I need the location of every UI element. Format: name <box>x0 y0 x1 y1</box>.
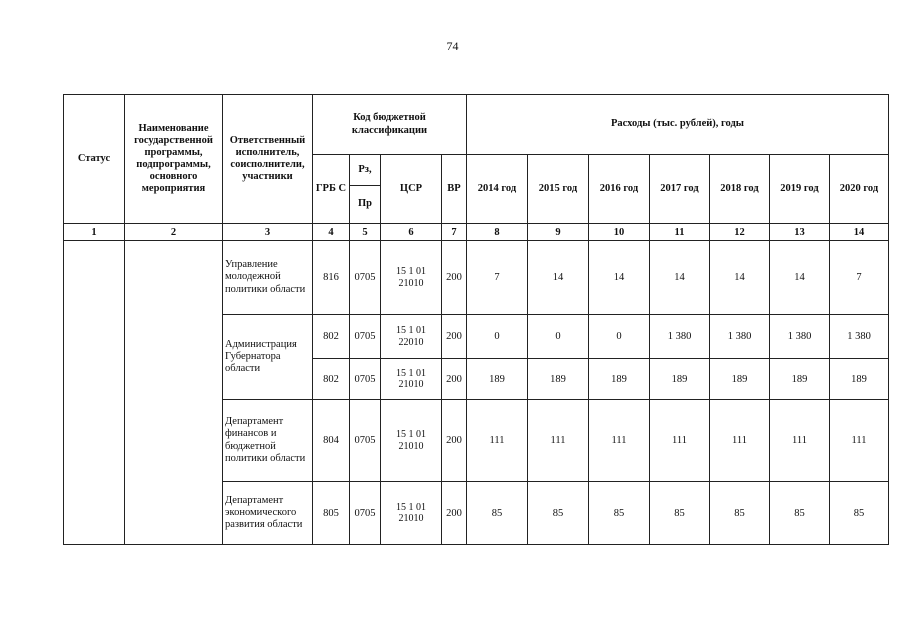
column-number: 5 <box>350 224 381 241</box>
vr-cell: 200 <box>442 315 467 359</box>
value-cell: 1 380 <box>830 315 889 359</box>
executor-cell: Администрация Губернатора области <box>223 315 313 400</box>
value-cell: 189 <box>589 359 650 400</box>
csr-cell: 15 1 01 22010 <box>381 315 442 359</box>
value-cell: 7 <box>830 241 889 315</box>
value-cell: 85 <box>770 482 830 545</box>
value-cell: 85 <box>830 482 889 545</box>
header-year: 2015 год <box>528 155 589 224</box>
vr-cell: 200 <box>442 359 467 400</box>
value-cell: 0 <box>589 315 650 359</box>
page-number: 74 <box>446 39 459 53</box>
header-year: 2016 год <box>589 155 650 224</box>
column-number: 3 <box>223 224 313 241</box>
value-cell: 189 <box>467 359 528 400</box>
rzpr-cell: 0705 <box>350 241 381 315</box>
column-number: 13 <box>770 224 830 241</box>
header-year: 2019 год <box>770 155 830 224</box>
value-cell: 14 <box>770 241 830 315</box>
value-cell: 0 <box>467 315 528 359</box>
value-cell: 85 <box>528 482 589 545</box>
column-number: 11 <box>650 224 710 241</box>
value-cell: 111 <box>830 400 889 482</box>
header-year: 2014 год <box>467 155 528 224</box>
status-cell <box>64 241 125 545</box>
grbs-cell: 802 <box>313 359 350 400</box>
column-numbers-row <box>64 224 889 241</box>
value-cell: 189 <box>770 359 830 400</box>
column-number: 8 <box>467 224 528 241</box>
value-cell: 1 380 <box>650 315 710 359</box>
column-number: 10 <box>589 224 650 241</box>
csr-cell: 15 1 01 21010 <box>381 359 442 400</box>
value-cell: 189 <box>528 359 589 400</box>
value-cell: 111 <box>589 400 650 482</box>
value-cell: 85 <box>467 482 528 545</box>
table-row <box>64 241 889 315</box>
executor-cell: Департамент финансов и бюджетной политики области <box>223 400 313 482</box>
header-year: 2018 год <box>710 155 770 224</box>
column-number: 2 <box>125 224 223 241</box>
grbs-cell: 804 <box>313 400 350 482</box>
column-number: 12 <box>710 224 770 241</box>
column-number: 1 <box>64 224 125 241</box>
header-year: 2020 год <box>830 155 889 224</box>
column-number: 14 <box>830 224 889 241</box>
header-pr: Пр <box>350 186 381 224</box>
executor-cell: Департамент экономического развития области <box>223 482 313 545</box>
grbs-cell: 802 <box>313 315 350 359</box>
column-number: 9 <box>528 224 589 241</box>
value-cell: 1 380 <box>710 315 770 359</box>
header-budget-code: Код бюджетной классификации <box>313 95 467 155</box>
rzpr-cell: 0705 <box>350 482 381 545</box>
vr-cell: 200 <box>442 482 467 545</box>
rzpr-cell: 0705 <box>350 315 381 359</box>
value-cell: 111 <box>650 400 710 482</box>
header-rz: Рз, <box>350 155 381 186</box>
value-cell: 85 <box>650 482 710 545</box>
value-cell: 111 <box>710 400 770 482</box>
value-cell: 111 <box>467 400 528 482</box>
grbs-cell: 805 <box>313 482 350 545</box>
header-grbs: ГРБ С <box>313 155 350 224</box>
value-cell: 14 <box>650 241 710 315</box>
column-number: 6 <box>381 224 442 241</box>
csr-cell: 15 1 01 21010 <box>381 400 442 482</box>
value-cell: 85 <box>710 482 770 545</box>
value-cell: 111 <box>528 400 589 482</box>
value-cell: 7 <box>467 241 528 315</box>
grbs-cell: 816 <box>313 241 350 315</box>
value-cell: 85 <box>589 482 650 545</box>
value-cell: 189 <box>650 359 710 400</box>
csr-cell: 15 1 01 21010 <box>381 241 442 315</box>
rzpr-cell: 0705 <box>350 400 381 482</box>
rzpr-cell: 0705 <box>350 359 381 400</box>
header-year: 2017 год <box>650 155 710 224</box>
header-status: Статус <box>64 95 125 224</box>
value-cell: 14 <box>528 241 589 315</box>
vr-cell: 200 <box>442 400 467 482</box>
vr-cell: 200 <box>442 241 467 315</box>
value-cell: 0 <box>528 315 589 359</box>
column-number: 4 <box>313 224 350 241</box>
value-cell: 189 <box>710 359 770 400</box>
value-cell: 14 <box>589 241 650 315</box>
csr-cell: 15 1 01 21010 <box>381 482 442 545</box>
program-name-cell <box>125 241 223 545</box>
value-cell: 111 <box>770 400 830 482</box>
header-expenses: Расходы (тыс. рублей), годы <box>467 95 889 155</box>
budget-table <box>63 94 889 545</box>
column-number: 7 <box>442 224 467 241</box>
header-vr: ВР <box>442 155 467 224</box>
value-cell: 14 <box>710 241 770 315</box>
executor-cell: Управление молодежной политики области <box>223 241 313 315</box>
value-cell: 1 380 <box>770 315 830 359</box>
header-program-name: Наименование государственной программы, подпрограммы, основного мероприятия <box>125 95 223 224</box>
value-cell: 189 <box>830 359 889 400</box>
header-csr: ЦСР <box>381 155 442 224</box>
header-responsible: Ответственный исполнитель, соисполнители, участники <box>223 95 313 224</box>
